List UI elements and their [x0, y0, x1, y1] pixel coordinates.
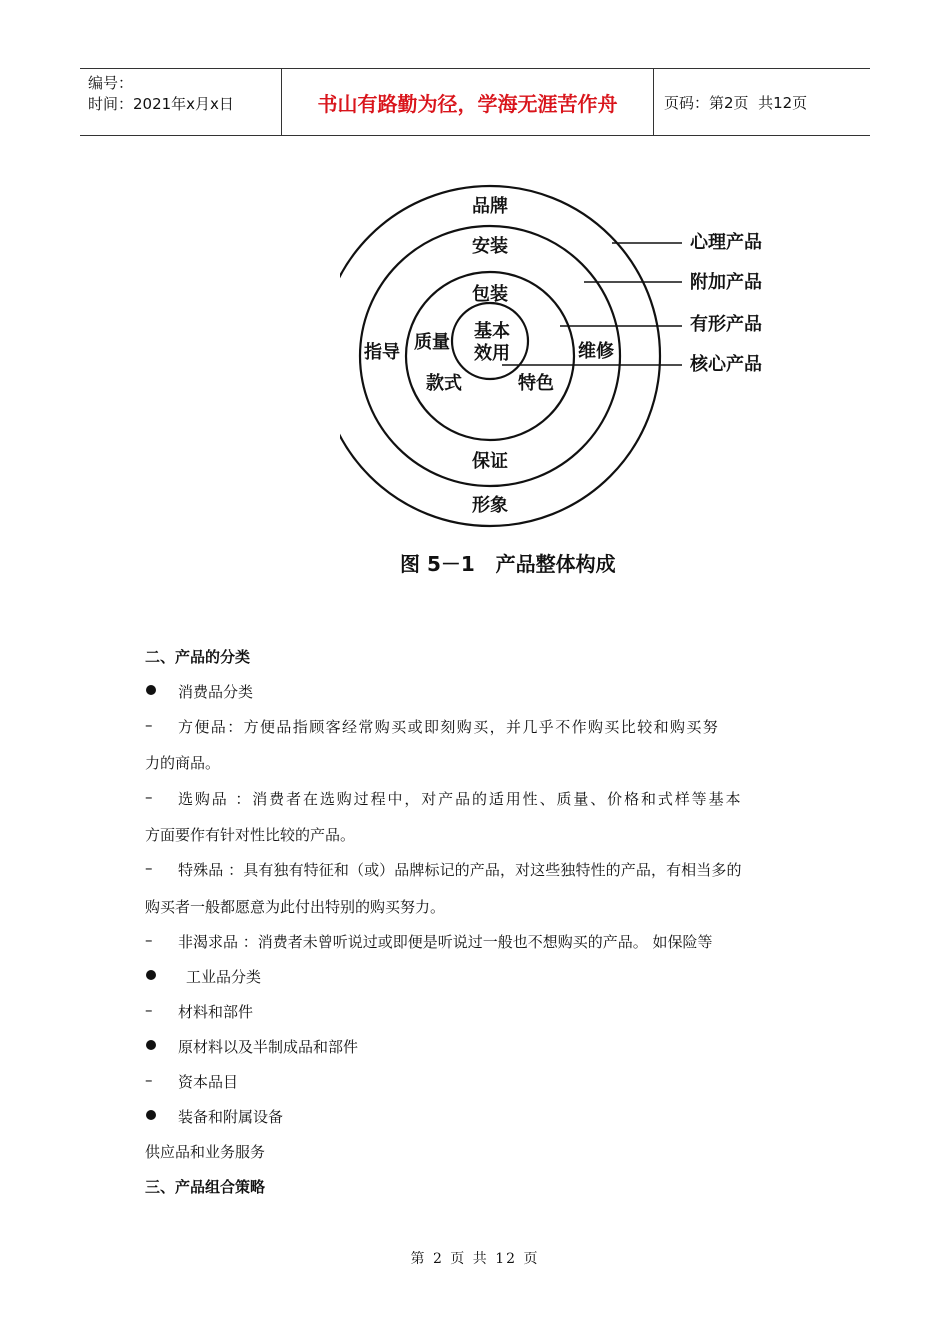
figure-caption: 图 5－1 产品整体构成 — [400, 552, 616, 576]
dash-marker: – — [145, 1001, 153, 1019]
label-packaging: 包装 — [472, 284, 508, 305]
list-item-text: 资本品目 — [178, 1073, 239, 1091]
section-heading-product-mix: 三、产品组合策略 — [145, 1178, 266, 1196]
list-item-text: 特殊品 ：具有独有特征和（或）品牌标记的产品，对这些独特性的产品，有相当多的 — [178, 861, 742, 879]
list-item-text: 原材料以及半制成品和部件 — [178, 1038, 359, 1056]
label-image: 形象 — [472, 495, 508, 516]
list-item — [145, 966, 825, 986]
bullet-icon — [146, 1110, 156, 1120]
label-features: 特色 — [518, 373, 554, 394]
label-guidance: 指导 — [364, 342, 400, 363]
list-item — [145, 1001, 825, 1021]
list-item — [145, 788, 825, 808]
dash-marker: – — [145, 931, 153, 949]
paragraph-continuation: 方面要作有针对性比较的产品。 — [145, 826, 356, 844]
label-warranty: 保证 — [472, 451, 508, 472]
side-label-core-product: 核心产品 — [690, 354, 762, 375]
header-page-info: 页码：第2页 共12页 — [664, 93, 808, 112]
dash-marker: – — [145, 859, 153, 877]
label-core-utility: 效用 — [474, 343, 510, 364]
list-item — [145, 1036, 825, 1056]
label-maintenance: 维修 — [578, 341, 614, 362]
label-quality: 质量 — [414, 332, 450, 353]
side-label-additional-product: 附加产品 — [690, 272, 762, 293]
paragraph-continuation: 力的商品。 — [145, 754, 221, 772]
list-item — [145, 1106, 825, 1126]
label-style: 款式 — [426, 373, 462, 394]
bullet-icon — [146, 970, 156, 980]
document-date: 时间：2021年x月x日 — [88, 95, 234, 113]
header-motto: 书山有路勤为径，学海无涯苦作舟 — [282, 69, 654, 135]
list-item — [145, 931, 825, 951]
list-item — [145, 1071, 825, 1091]
header-right-cell — [654, 69, 870, 135]
list-item — [145, 681, 825, 701]
list-item-text: 选购品 ：消费者在选购过程中，对产品的适用性、质量、价格和式样等基本 — [178, 790, 743, 808]
header-left-cell — [80, 69, 282, 135]
list-item-text: 装备和附属设备 — [178, 1108, 284, 1126]
label-installation: 安装 — [472, 236, 508, 257]
side-label-psychological-product: 心理产品 — [690, 232, 762, 253]
product-structure-diagram — [340, 175, 800, 585]
side-label-tangible-product: 有形产品 — [690, 314, 762, 335]
list-item-text: 方便品：方便品指顾客经常购买或即刻购买，并几乎不作购买比较和购买努 — [178, 718, 720, 736]
list-item-text: 材料和部件 — [178, 1003, 254, 1021]
list-item — [145, 716, 825, 736]
page-footer: 第 2 页 共 12 页 — [410, 1251, 540, 1267]
paragraph: 供应品和业务服务 — [145, 1143, 266, 1161]
bullet-icon — [146, 685, 156, 695]
list-item-text: 非渴求品 ：消费者未曾听说过或即便是听说过一般也不想购买的产品。 如保险等 — [178, 933, 713, 951]
list-item — [145, 859, 825, 879]
page-header — [80, 68, 870, 136]
dash-marker: – — [145, 1071, 153, 1089]
paragraph-continuation: 购买者一般都愿意为此付出特别的购买努力。 — [145, 898, 446, 916]
dash-marker: – — [145, 716, 153, 734]
label-brand: 品牌 — [472, 196, 508, 217]
document-number-label: 编号： — [88, 74, 134, 92]
list-item-text: 消费品分类 — [178, 683, 254, 701]
section-heading-classification: 二、产品的分类 — [145, 648, 251, 666]
bullet-icon — [146, 1040, 156, 1050]
label-core-basic: 基本 — [474, 321, 510, 342]
list-item-text: 工业品分类 — [186, 968, 262, 986]
dash-marker: – — [145, 788, 153, 806]
